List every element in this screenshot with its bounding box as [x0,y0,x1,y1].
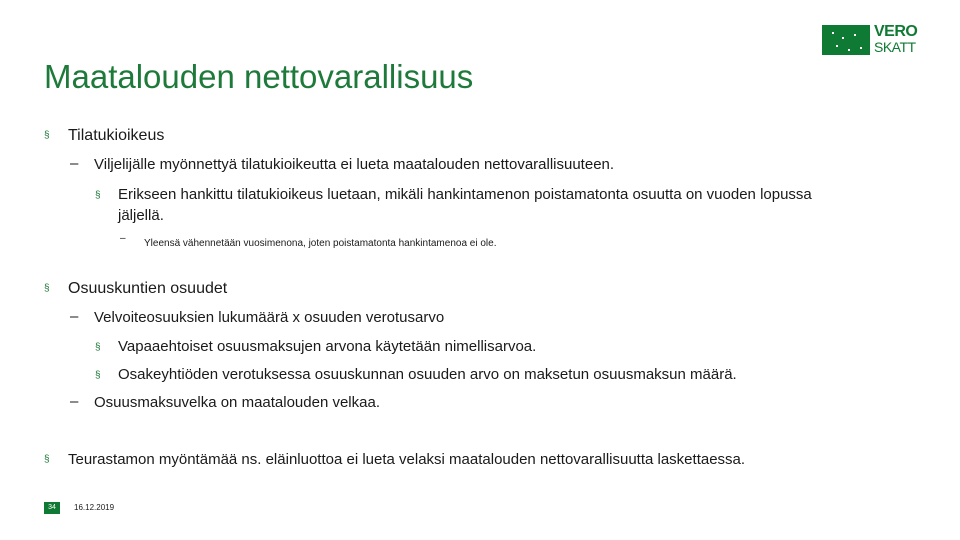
bullet-dash: – [70,155,79,172]
item-velvoite: Velvoiteosuuksien lukumäärä x osuuden verotusarvo [94,309,445,326]
vero-skatt-logo [822,25,922,57]
item-osuuskuntien: Osuuskuntien osuudet [68,280,228,297]
bullet-square: § [95,370,101,381]
slide-title: Maatalouden nettovarallisuus [44,58,474,95]
footer-date: 16.12.2019 [74,503,115,512]
item-osakeyhtio: Osakeyhtiöden verotuksessa osuuskunnan osuuden arvo on maksetun osuusmaksun määrä. [118,366,737,383]
item-erikseen: Erikseen hankittu tilatukioikeus luetaan, mikäli hankintamenon poistamatonta osuutta on vuoden lopussa jäljellä. [118,186,812,224]
logo-word-skatt: SKATT [874,39,916,55]
item-tilatukioikeus: Tilatukioikeus [68,127,165,144]
bullet-square: § [95,190,101,201]
item-teurastamo: Teurastamon myöntämää ns. eläinluottoa ei lueta velaksi maatalouden nettovarallisuutta laskettaessa. [68,451,746,468]
item-vapaaehtoiset: Vapaaehtoiset osuusmaksujen arvona käytetään nimellisarvoa. [118,338,537,355]
bullet-dash: – [70,308,79,325]
bullet-square: § [44,283,50,294]
bullet-dash: – [120,233,126,244]
item-viljelija: Viljelijälle myönnettyä tilatukioikeutta ei lueta maatalouden nettovarallisuuteen. [94,156,615,173]
bullet-dash: – [70,393,79,410]
item-yleensa: Yleensä vähennetään vuosimenona, joten poistamatonta hankintamenoa ei ole. [144,238,497,249]
logo-mark [822,25,870,55]
logo-word-vero: VERO [874,23,918,40]
bullet-square: § [95,342,101,353]
bullet-square: § [44,130,50,141]
item-osuusmaksuvelka: Osuusmaksuvelka on maatalouden velkaa. [94,394,380,411]
page-number: 34 [44,502,60,514]
bullet-square: § [44,454,50,465]
